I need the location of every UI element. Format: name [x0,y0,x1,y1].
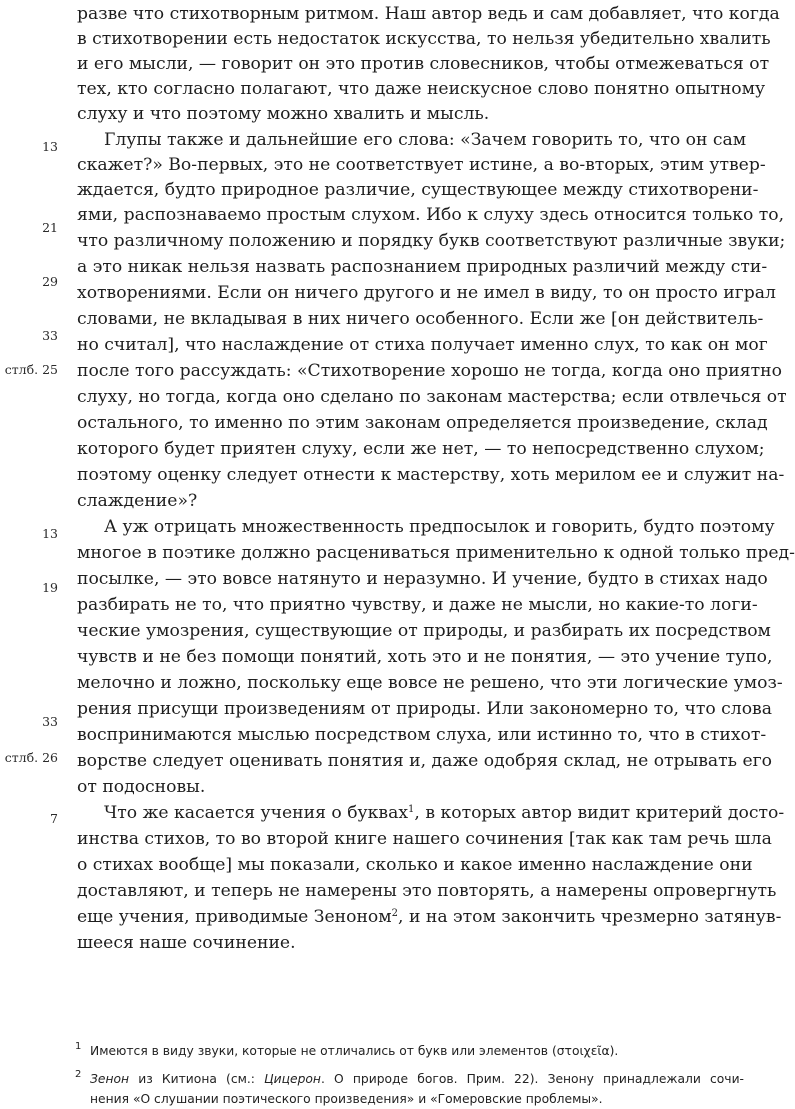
text-line: разве что стихотворным ритмом. Наш автор ведь и сам добавляет, что когда [77,4,780,24]
margin-line-number: 7 [50,811,58,826]
footnote-2 [77,1069,744,1109]
text-line: чувств и не без помощи понятий, хоть это и не понятия, — это учение тупо, [77,647,773,667]
text-line: а это никак нельзя назвать распознанием природных различий между сти- [77,257,768,277]
text-line: шееся наше сочинение. [77,933,296,953]
margin-line-number: 33 [42,328,58,343]
footnote-author: Цицерон [264,1072,321,1086]
text-line: что различному положению и порядку букв соответствуют различные звуки; [77,231,786,251]
text-line: ями, распознаваемо простым слухом. Ибо к слуху здесь относится только то, [77,205,785,225]
margin-line-number: 13 [42,139,58,154]
footnote-text: Имеются в виду звуки, которые не отличались от букв или элементов (στοιχεῖα). [90,1044,619,1058]
text-line: ждается, будто природное различие, существующее между стихотворени- [77,180,759,200]
footnote-text: нения «О слушании поэтического произведения» и «Гомеровские проблемы». [90,1092,603,1106]
text-line: скажет?» Во-первых, это не соответствует истине, а во-вторых, этим утвер- [77,155,766,175]
text-segment: еще учения, приводимые Зеноном [77,907,392,927]
footnote-text [90,1069,744,1089]
footnote-mark: 2 [75,1069,82,1080]
text-line: остального, то именно по этим законам определяется произведение, склад [77,413,768,433]
footnote-ref[interactable]: 2 [391,908,399,919]
footnote-segment: из Китиона (см.: [129,1072,265,1086]
text-line: о стихах вообще] мы показали, сколько и какое именно наслаждение они [77,855,753,875]
footnote-name: Зенон [90,1072,130,1086]
text-line: разбирать не то, что приятно чувству, и даже не мысли, но какие-то логи- [77,595,758,615]
margin-line-number: 21 [42,220,58,235]
text-line: хотворениями. Если он ничего другого и не имел в виду, то он просто играл [77,283,776,303]
text-line: слаждение»? [77,491,198,511]
margin-line-number: 13 [42,526,58,541]
text-line: мелочно и ложно, поскольку еще вовсе не решено, что эти логические умоз- [77,673,783,693]
text-line: после того рассуждать: «Стихотворение хорошо не тогда, когда оно приятно [77,361,782,381]
column-marker: стлб. 26 [4,750,58,765]
column-marker: стлб. 25 [4,362,58,377]
footnote-ref[interactable]: 1 [408,804,415,815]
text-line: слуху и что поэтому можно хвалить и мысль. [77,104,490,124]
text-line: тех, кто согласно полагают, что даже неискусное слово понятно опытному [77,79,766,99]
text-segment: , и на этом закончить чрезмерно затянув- [398,907,782,927]
footnote-segment: . О природе богов. Прим. 22). Зенону принадлежали сочи- [320,1072,744,1086]
footnote-1 [77,1041,744,1061]
text-segment: , в которых автор видит критерий досто- [414,803,785,823]
text-line: инства стихов, то во второй книге нашего сочинения [так как там речь шла [77,829,772,849]
text-line: поэтому оценку следует отнести к мастерству, хоть мерилом ее и служит на- [77,465,785,485]
text-line: которого будет приятен слуху, если же нет, — то непосредственно слухом; [77,439,765,459]
text-line: ворстве следует оценивать понятия и, даже одобряя склад, не отрывать его [77,751,773,771]
text-line: посылке, — это вовсе натянуто и неразумно. И учение, будто в стихах надо [77,569,768,589]
footnote-mark: 1 [75,1041,82,1052]
text-line: воспринимаются мыслью посредством слуха, или истинно то, что в стихот- [77,725,767,745]
margin-line-number: 29 [42,274,58,289]
text-line: многое в поэтике должно расцениваться применительно к одной только пред- [77,543,795,563]
text-line: слуху, но тогда, когда оно сделано по законам мастерства; если отвлечься от [77,387,787,407]
text-line: словами, не вкладывая в них ничего особенного. Если же [он действитель- [77,309,764,329]
text-line: но считал], что наслаждение от стиха получает именно слух, то как он мог [77,335,768,355]
text-segment: Что же касается учения о буквах [104,803,409,823]
text-line: в стихотворении есть недостаток искусства, то нельзя убедительно хвалить [77,29,771,49]
text-line: Глупы также и дальнейшие его слова: «Зачем говорить то, что он сам [104,130,747,150]
margin-line-number: 33 [42,714,58,729]
text-line: и его мысли, — говорит он это против словесников, чтобы отмежеваться от [77,54,770,74]
margin-line-number: 19 [42,580,58,595]
text-line: доставляют, и теперь не намерены это повторять, а намерены опровергнуть [77,881,777,901]
text-line: ческие умозрения, существующие от природы, и разбирать их посредством [77,621,771,641]
text-line: рения присущи произведениям от природы. Или закономерно то, что слова [77,699,772,719]
text-line: от подосновы. [77,777,206,797]
text-line: А уж отрицать множественность предпосылок и говорить, будто поэтому [104,517,775,537]
